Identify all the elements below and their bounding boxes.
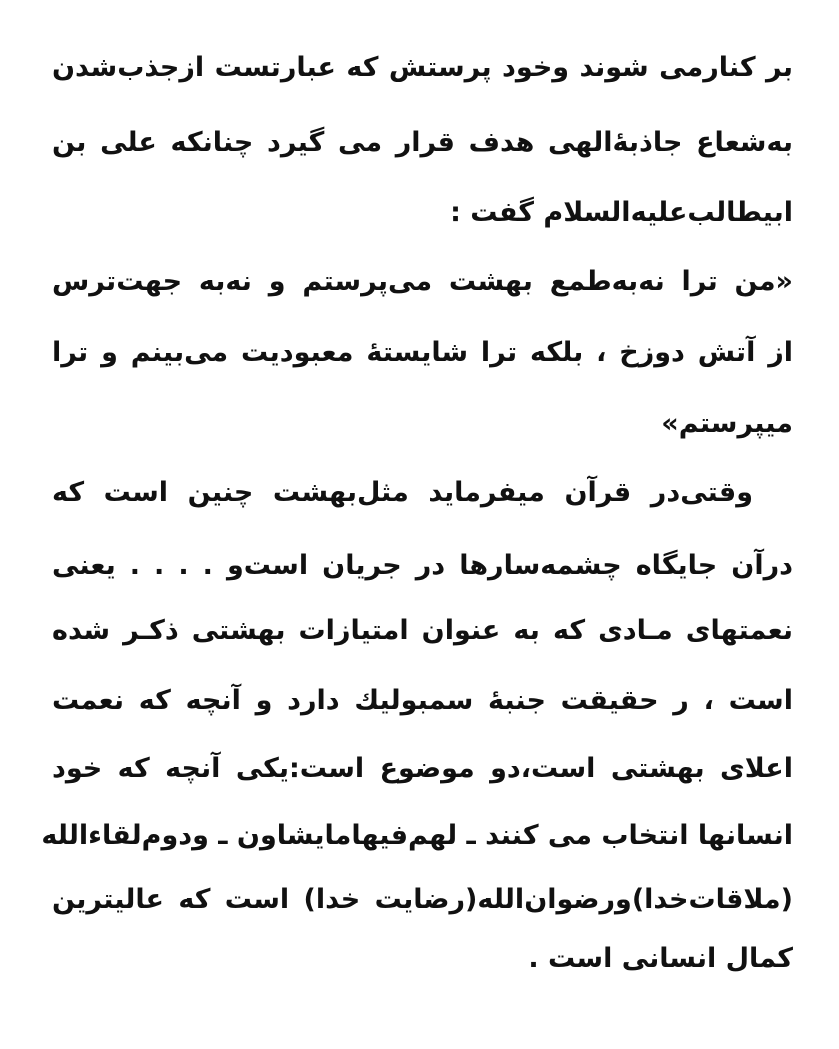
text-line-11: اعلای بهشتی است،دو موضوع است:یکی آنچه که خود bbox=[52, 753, 793, 784]
text-line-3: ابیطالب‌علیه‌السلام گفت : bbox=[450, 197, 793, 228]
text-line-14: کمال انسانی است . bbox=[528, 943, 793, 974]
text-line-2: به‌شعاع جاذبهٔ‌الهی هدف قرار می گیرد چنانکه علی بن bbox=[52, 127, 793, 158]
text-line-4: «من ترا نه‌به‌طمع بهشت می‌پرستم و نه‌به جهت‌ترس bbox=[52, 266, 793, 297]
text-line-10: است ، ر حقیقت جنبهٔ سمبولیك دارد و آنچه که نعمت bbox=[52, 685, 793, 716]
text-line-12: انسانها انتخاب می کنند ـ لهم‌فیهامایشاون ـ ودوم‌لقاءالله bbox=[41, 820, 793, 851]
text-line-1: بر کنارمی شوند وخود پرستش که عبارتست ازجذب‌شدن bbox=[52, 52, 793, 83]
text-line-5: از آتش دوزخ ، بلکه ترا شایستهٔ معبودیت می‌بینم و ترا bbox=[52, 337, 793, 368]
text-line-7: وقتی‌در قرآن میفرماید مثل‌بهشت چنین است که bbox=[52, 477, 753, 508]
text-line-9: نعمتهای مـادی که به عنوان امتیازات بهشتی ذکـر شده bbox=[52, 615, 793, 646]
text-line-6: میپرستم» bbox=[661, 408, 793, 439]
text-line-8: درآن جایگاه چشمه‌سارها در جریان است‌و . . . . یعنی bbox=[52, 550, 793, 581]
text-line-13: (ملاقات‌خدا)ورضوان‌الله(رضایت خدا) است که عالیترین bbox=[52, 884, 793, 915]
